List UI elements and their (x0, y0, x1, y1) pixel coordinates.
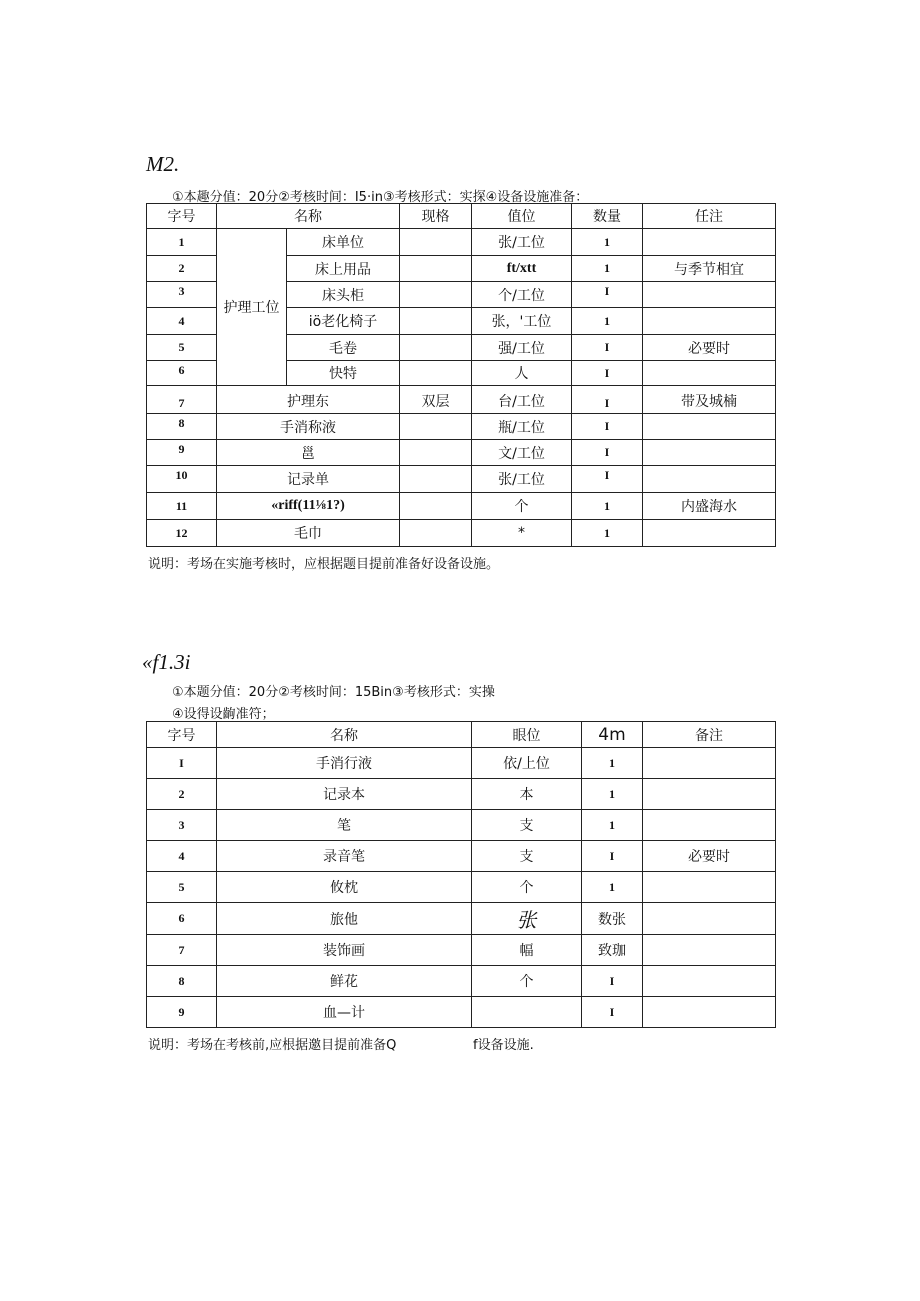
table-row (147, 748, 776, 779)
header-cell: 数量 (572, 204, 643, 229)
item-note: 必要时 (643, 335, 776, 361)
item-note: 带及城楠 (643, 386, 776, 414)
item-spec (400, 493, 472, 520)
row-number: 9 (147, 440, 217, 466)
table-header-row (147, 204, 776, 229)
item-spec (400, 520, 472, 547)
item-spec (400, 440, 472, 466)
item-unit: 依/上位 (472, 748, 582, 779)
table-row (147, 229, 776, 256)
item-name: 攸枕 (217, 872, 472, 903)
item-qty: I (572, 386, 643, 414)
item-note (643, 903, 776, 935)
row-number: 12 (147, 520, 217, 547)
item-qty: I (572, 361, 643, 386)
item-qty: 1 (582, 810, 643, 841)
table-row (147, 520, 776, 547)
item-note: 必要时 (643, 841, 776, 872)
item-note (643, 997, 776, 1028)
item-unit: 个 (472, 493, 572, 520)
item-spec (400, 308, 472, 335)
item-qty: 1 (572, 520, 643, 547)
item-unit: 张/工位 (472, 229, 572, 256)
header-cell: 现格 (400, 204, 472, 229)
item-note (643, 779, 776, 810)
item-qty: 致珈 (582, 935, 643, 966)
item-name: 记录本 (217, 779, 472, 810)
item-note (643, 440, 776, 466)
item-note: 与季节相宜 (643, 256, 776, 282)
section2-footnote-right: f设备设施. (473, 1038, 534, 1053)
header-cell: 字号 (147, 722, 217, 748)
row-number: 5 (147, 872, 217, 903)
row-number: 3 (147, 810, 217, 841)
row-number: 2 (147, 779, 217, 810)
row-number: 1 (147, 229, 217, 256)
section1-footnote: 说明：考场在实施考核时，应根据题目提前准备好设备设施。 (148, 557, 500, 572)
item-unit: 个 (472, 966, 582, 997)
item-note (643, 966, 776, 997)
item-qty: 1 (572, 493, 643, 520)
item-note (643, 361, 776, 386)
item-unit: 文/工位 (472, 440, 572, 466)
item-qty: 1 (572, 308, 643, 335)
item-qty: 数张 (582, 903, 643, 935)
table-row (147, 386, 776, 414)
item-spec (400, 361, 472, 386)
equipment-table-1 (146, 203, 776, 547)
row-number: 9 (147, 997, 217, 1028)
item-note (643, 520, 776, 547)
header-cell: 名称 (217, 204, 400, 229)
row-number: 4 (147, 841, 217, 872)
item-unit: 瓶/工位 (472, 414, 572, 440)
item-unit: 个 (472, 872, 582, 903)
item-note (643, 466, 776, 493)
item-name: «riff(11⅛1?) (217, 493, 400, 520)
item-note (643, 748, 776, 779)
item-qty: 1 (572, 229, 643, 256)
table-row (147, 466, 776, 493)
row-number: 10 (147, 466, 217, 493)
table-row (147, 903, 776, 935)
item-unit: 支 (472, 810, 582, 841)
item-qty: 1 (582, 748, 643, 779)
item-name: 记录单 (217, 466, 400, 493)
item-qty: I (572, 440, 643, 466)
row-number: 8 (147, 414, 217, 440)
item-unit: 幅 (472, 935, 582, 966)
table-row (147, 440, 776, 466)
item-spec: 双层 (400, 386, 472, 414)
item-qty: I (572, 335, 643, 361)
header-cell: 值位 (472, 204, 572, 229)
table-row (147, 779, 776, 810)
item-name: 装饰画 (217, 935, 472, 966)
item-name: iö老化椅子 (287, 308, 400, 335)
table-row (147, 810, 776, 841)
item-unit: 人 (472, 361, 572, 386)
item-note (643, 282, 776, 308)
row-number: 7 (147, 386, 217, 414)
item-unit: 本 (472, 779, 582, 810)
item-spec (400, 282, 472, 308)
item-note: 内盛海水 (643, 493, 776, 520)
section2-footnote-left: 说明：考场在考核前,应根据邀目提前准备Q (148, 1038, 397, 1053)
row-number: 3 (147, 282, 217, 308)
row-number: 6 (147, 903, 217, 935)
item-spec (400, 256, 472, 282)
item-qty: I (572, 282, 643, 308)
item-unit: ft/xtt (472, 256, 572, 282)
header-cell: 眼位 (472, 722, 582, 748)
row-number: 11 (147, 493, 217, 520)
row-number: 5 (147, 335, 217, 361)
item-name: 血—计 (217, 997, 472, 1028)
item-name: 快特 (287, 361, 400, 386)
item-qty: I (582, 997, 643, 1028)
item-name: 邕 (217, 440, 400, 466)
item-note (643, 872, 776, 903)
item-name: 毛巾 (217, 520, 400, 547)
item-name: 手消称液 (217, 414, 400, 440)
item-qty: 1 (582, 872, 643, 903)
item-qty: I (582, 966, 643, 997)
section1-heading: M2. (146, 152, 180, 176)
item-name: 床单位 (287, 229, 400, 256)
item-note (643, 935, 776, 966)
header-cell: 字号 (147, 204, 217, 229)
item-spec (400, 414, 472, 440)
table-header-row (147, 722, 776, 748)
row-number: I (147, 748, 217, 779)
item-name: 旅他 (217, 903, 472, 935)
item-name: 毛卷 (287, 335, 400, 361)
item-unit (472, 997, 582, 1028)
item-name: 录音笔 (217, 841, 472, 872)
item-qty: 1 (582, 779, 643, 810)
item-unit: 强/工位 (472, 335, 572, 361)
item-name: 鲜花 (217, 966, 472, 997)
item-spec (400, 229, 472, 256)
item-name: 笔 (217, 810, 472, 841)
table-row (147, 493, 776, 520)
group-label: 护理工位 (217, 229, 287, 386)
table-row (147, 414, 776, 440)
item-qty: I (582, 841, 643, 872)
item-unit: 张/工位 (472, 466, 572, 493)
item-spec (400, 466, 472, 493)
equipment-table-2 (146, 721, 776, 1028)
item-note (643, 229, 776, 256)
item-qty: I (572, 414, 643, 440)
item-name: 护理东 (217, 386, 400, 414)
table-row (147, 997, 776, 1028)
item-qty: I (572, 466, 643, 493)
item-unit: 张，'工位 (472, 308, 572, 335)
section2-intro-line2: ④设得设齣准符； (172, 707, 275, 722)
row-number: 2 (147, 256, 217, 282)
item-note (643, 308, 776, 335)
item-name: 手消行液 (217, 748, 472, 779)
item-unit: 台/工位 (472, 386, 572, 414)
item-spec (400, 335, 472, 361)
section1-intro: ①本趣分值：20分②考核时间：I5·in③考核形式：实探④设备设施准备： (172, 190, 589, 205)
item-note (643, 810, 776, 841)
row-number: 6 (147, 361, 217, 386)
header-cell: 名称 (217, 722, 472, 748)
item-qty: 1 (572, 256, 643, 282)
section2-heading: «f1.3i (142, 650, 191, 674)
item-unit: 支 (472, 841, 582, 872)
row-number: 4 (147, 308, 217, 335)
item-unit: 个/工位 (472, 282, 572, 308)
item-note (643, 414, 776, 440)
header-cell: 备注 (643, 722, 776, 748)
item-name: 床上用品 (287, 256, 400, 282)
item-unit: 张 (472, 903, 582, 935)
header-cell: 4m (582, 722, 643, 748)
table-row (147, 841, 776, 872)
section2-intro-line1: ①本题分值：20分②考核时间：15Bin③考核形式：实操 (172, 685, 495, 700)
header-cell: 任注 (643, 204, 776, 229)
table-row (147, 966, 776, 997)
item-unit: * (472, 520, 572, 547)
row-number: 8 (147, 966, 217, 997)
row-number: 7 (147, 935, 217, 966)
item-name: 床头柜 (287, 282, 400, 308)
table-row (147, 935, 776, 966)
table-row (147, 872, 776, 903)
